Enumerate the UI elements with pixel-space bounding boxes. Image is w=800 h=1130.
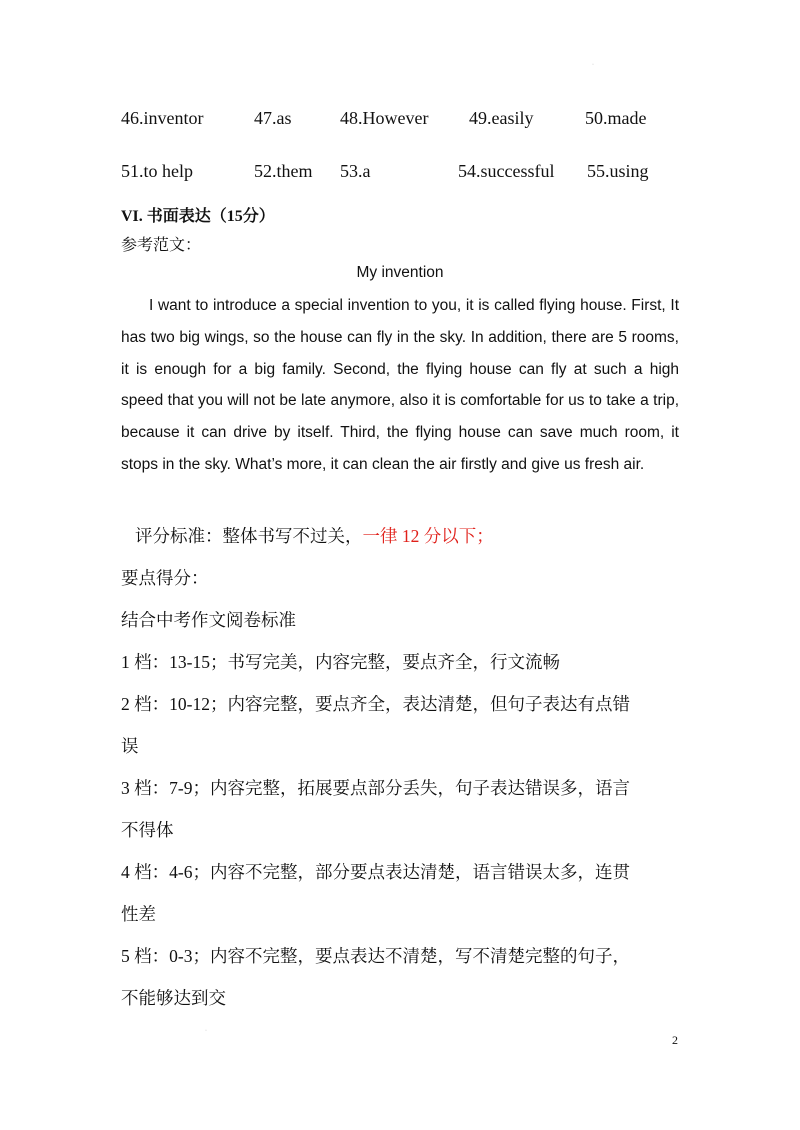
answer-51: 51.to help — [121, 161, 193, 181]
rubric-level-4-cont: 性差 — [121, 904, 156, 924]
answer-46: 46.inventor — [121, 108, 204, 128]
answer-53: 53.a — [340, 161, 371, 181]
rubric-level-2-cont: 误 — [121, 736, 139, 756]
answer-row-1 — [0, 108, 800, 138]
rubric-reference: 结合中考作文阅卷标准 — [121, 610, 296, 630]
essay-paragraph: I want to introduce a special invention to you, it is called flying house. First, It has two big wings, so the house can fly in the sky. In addition, there are 5 rooms, it is enough for a big family. Second, the flying house can fly at such a high speed that you will not be late anymore, also it is comfortable for us to take a trip, because it can drive by itself. Third, the flying house can save much room, it stops in the sky. What’s more, it can clean the air firstly and give us fresh air. — [121, 297, 679, 473]
essay-body — [121, 290, 679, 481]
rubric-level-5: 5 档：0-3；内容不完整，要点表达不清楚，写不清楚完整的句子， — [121, 946, 630, 966]
answer-47: 47.as — [254, 108, 292, 128]
rubric-level-5-cont: 不能够达到交 — [121, 988, 226, 1008]
scan-dot: · — [592, 62, 594, 68]
answer-54: 54.successful — [458, 161, 555, 181]
answer-50: 50.made — [585, 108, 647, 128]
rubric-standard-text: 评分标准：整体书写不过关， — [135, 526, 363, 546]
rubric-level-4: 4 档：4-6；内容不完整，部分要点表达清楚，语言错误太多，连贯 — [121, 862, 630, 882]
rubric-level-1: 1 档：13-15；书写完美，内容完整，要点齐全，行文流畅 — [121, 652, 560, 672]
scan-dot: · — [205, 1028, 207, 1034]
rubric-standard — [135, 523, 695, 548]
answer-52: 52.them — [254, 161, 313, 181]
rubric-level-2: 2 档：10-12；内容完整，要点齐全，表达清楚，但句子表达有点错 — [121, 694, 630, 714]
reference-label: 参考范文： — [121, 237, 202, 254]
page-number: 2 — [672, 1033, 678, 1047]
rubric-standard-highlight: 一律 12 分以下； — [362, 526, 494, 546]
answer-55: 55.using — [587, 161, 649, 181]
rubric-level-3-cont: 不得体 — [121, 820, 174, 840]
rubric-points-label: 要点得分： — [121, 568, 209, 588]
essay-title: My invention — [356, 264, 444, 281]
answer-49: 49.easily — [469, 108, 534, 128]
answer-row-2 — [0, 161, 800, 191]
rubric-level-3: 3 档：7-9；内容完整，拓展要点部分丢失，句子表达错误多，语言 — [121, 778, 630, 798]
answer-48: 48.However — [340, 108, 429, 128]
section-title: VI. 书面表达（15分） — [121, 208, 275, 225]
